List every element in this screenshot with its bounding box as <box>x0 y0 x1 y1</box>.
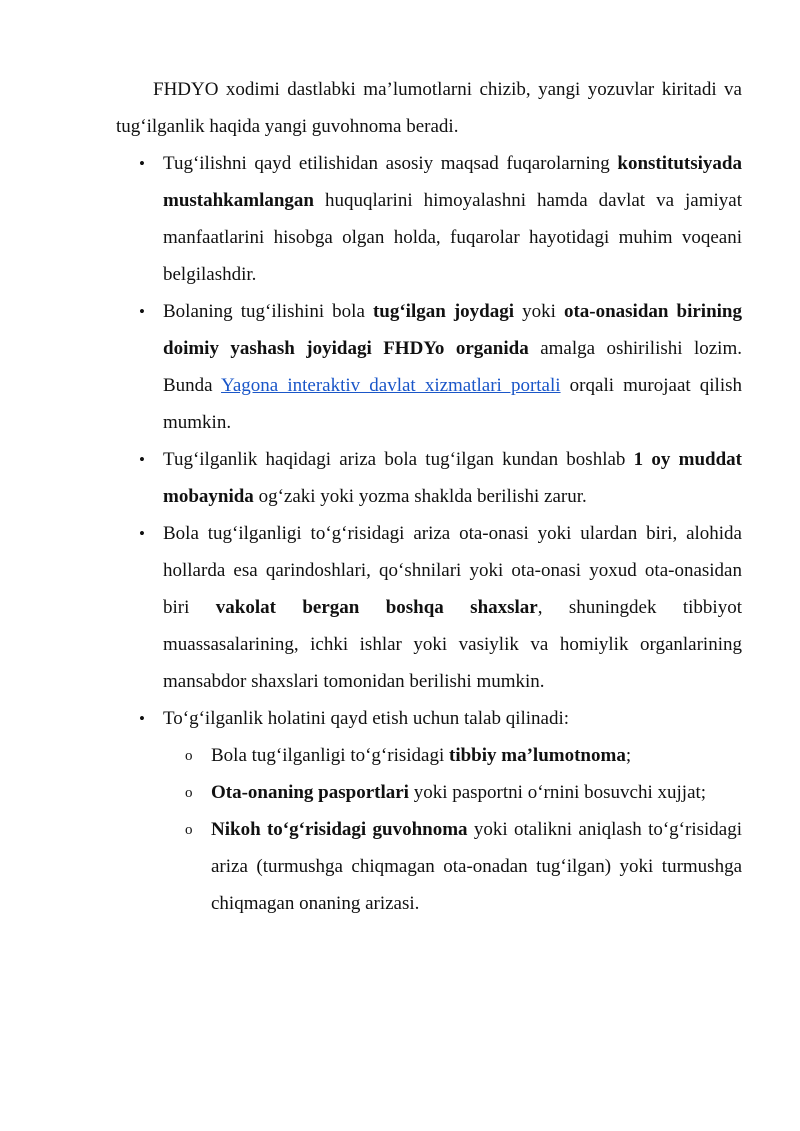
item-text: Bola tug‘ilganligi to‘g‘risidagi <box>211 745 449 766</box>
item-text: yoki otalikni aniqlash to‘g‘risidagi ariza (turmushga chiqmagan ota-onadan tug‘ilgan) yoki turmushga chiqmagan onaning arizasi. <box>211 819 742 914</box>
list-item <box>116 293 742 441</box>
item-text: , shuningdek tibbiyot muassasalarining, ichki ishlar yoki vasiylik va homiylik organlarining mansabdor shaxslari tomonidan berilishi mumkin. <box>163 597 742 692</box>
sub-list-item <box>163 737 742 774</box>
emphasis-text: Nikoh to‘g‘risidagi guvohnoma <box>211 819 468 840</box>
list-item <box>116 700 742 737</box>
emphasis-text: tibbiy ma’lumotnoma <box>449 745 626 766</box>
emphasis-text: 1 oy muddat mobaynida <box>163 449 742 507</box>
item-text: Tug‘ilganlik haqidagi ariza bola tug‘ilgan kundan boshlab <box>163 449 634 470</box>
item-text: amalga oshirilishi lozim. Bunda <box>163 338 742 396</box>
emphasis-text: vakolat bergan boshqa shaxslar <box>215 597 538 618</box>
bullet-list <box>116 145 742 737</box>
item-text: orqali murojaat qilish mumkin. <box>163 375 743 433</box>
portal-link[interactable]: Yagona interaktiv davlat xizmatlari portali <box>221 375 561 396</box>
sub-list-item <box>163 774 742 811</box>
item-text: og‘zaki yoki yozma shaklda berilishi zarur. <box>253 486 587 507</box>
emphasis-text: tug‘ilgan joydagi <box>372 301 515 322</box>
item-text: Tug‘ilishni qayd etilishidan asosiy maqsad fuqarolarning <box>163 153 618 174</box>
item-text: Bolaning tug‘ilishini bola <box>163 301 373 322</box>
item-text: huquqlarini himoyalashni hamda davlat va jamiyat manfaatlarini hisobga olgan holda, fuqarolar hayotidagi muhim voqeani belgilashdir. <box>163 190 742 285</box>
intro-paragraph: FHDYO xodimi dastlabki ma’lumotlarni chizib, yangi yozuvlar kiritadi va tug‘ilganlik haqida yangi guvohnoma beradi. <box>116 79 742 137</box>
item-text: ; <box>625 745 632 766</box>
emphasis-text: konstitutsiyada mustahkamlangan <box>163 153 742 211</box>
emphasis-text: ota-onasidan birining doimiy yashash joyidagi FHDYo organida <box>163 301 742 359</box>
item-text: yoki <box>514 301 564 322</box>
list-item <box>116 515 742 700</box>
sub-list-item <box>163 811 742 922</box>
sub-list <box>116 737 742 922</box>
emphasis-text: Ota-onaning pasportlari <box>211 782 409 803</box>
item-text: Bola tug‘ilganligi to‘g‘risidagi ariza ota-onasi yoki ulardan biri, alohida hollarda esa qarindoshlari, qo‘shnilari yoki ota-onasi yoxud ota-onasidan biri <box>163 523 742 618</box>
item-text: To‘g‘ilganlik holatini qayd etish uchun talab qilinadi: <box>163 708 570 729</box>
list-item <box>116 145 742 293</box>
document-page <box>116 71 742 922</box>
list-item <box>116 441 742 515</box>
item-text: yoki pasportni o‘rnini bosuvchi xujjat; <box>408 782 707 803</box>
